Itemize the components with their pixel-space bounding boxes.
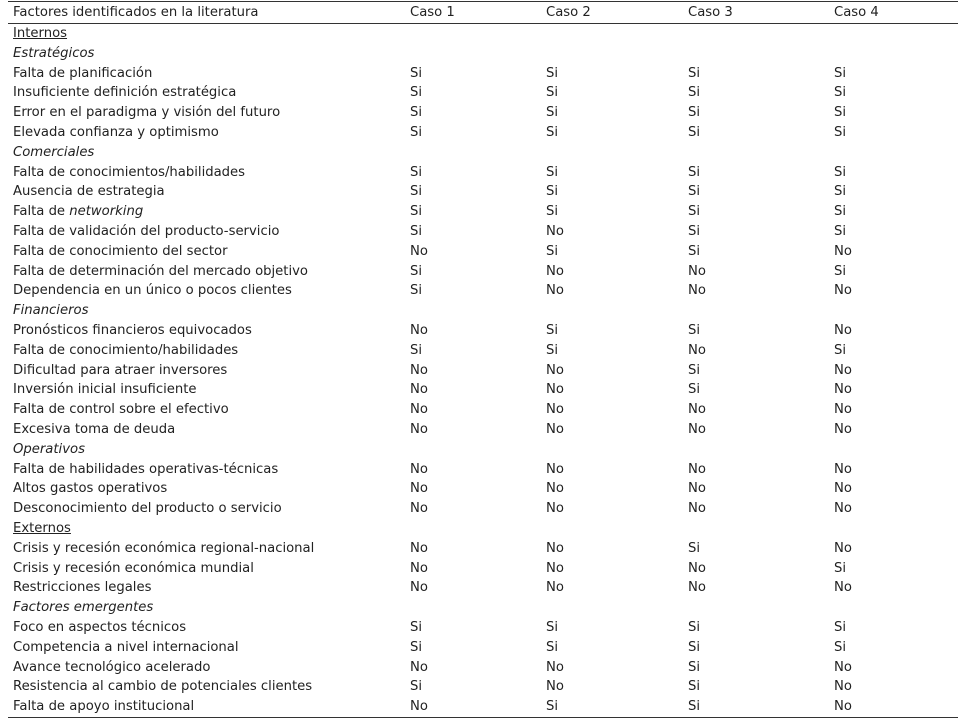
caso-3-cell: No	[688, 402, 706, 418]
caso-4-cell: Si	[834, 164, 847, 180]
factor-label: Dependencia en un único o pocos clientes	[13, 283, 292, 299]
table-row	[8, 163, 958, 183]
caso-3-cell: Si	[688, 223, 701, 239]
caso-1-cell: Si	[410, 342, 423, 358]
caso-4-cell: No	[834, 540, 852, 556]
factor-cell	[8, 559, 405, 579]
header-caso-2: Caso 2	[546, 5, 591, 20]
factor-label: Falta de conocimientos/habilidades	[13, 164, 246, 180]
caso-2-cell: Si	[546, 164, 559, 180]
caso-4-cell: Si	[834, 560, 847, 576]
caso-3-cell: No	[688, 461, 706, 477]
factor-cell	[8, 103, 405, 123]
factor-label: Elevada confianza y optimismo	[13, 124, 219, 140]
caso-1-cell: No	[410, 580, 428, 596]
factor-cell	[8, 361, 405, 381]
caso-4-cell: No	[834, 580, 852, 596]
header-caso-1: Caso 1	[410, 5, 455, 20]
caso-1-cell: Si	[410, 184, 423, 200]
factor-label-italic: networking	[69, 204, 144, 220]
caso-4-cell: No	[834, 402, 852, 418]
factor-label: Altos gastos operativos	[13, 481, 168, 497]
factors-table-container	[8, 1, 958, 718]
caso-2-cell: No	[546, 362, 564, 378]
table-row	[8, 380, 958, 400]
factor-label: Falta de planificación	[13, 65, 153, 81]
caso-3-cell: Si	[688, 679, 701, 695]
caso-3-cell: No	[688, 283, 706, 299]
caso-2-cell: No	[546, 263, 564, 279]
factor-label: Excesiva toma de deuda	[13, 421, 176, 437]
caso-3-cell: Si	[688, 124, 701, 140]
caso-4-cell: No	[834, 679, 852, 695]
factor-cell	[8, 64, 405, 84]
caso-1-cell: No	[410, 540, 428, 556]
caso-4-cell: No	[834, 382, 852, 398]
caso-4-cell: Si	[834, 263, 847, 279]
section-heading: Externos	[13, 520, 71, 536]
caso-3-cell: Si	[688, 184, 701, 200]
header-caso-3: Caso 3	[688, 5, 733, 20]
factors-table	[8, 1, 958, 718]
caso-3-cell: Si	[688, 105, 701, 121]
caso-4-cell: Si	[834, 639, 847, 655]
caso-3-cell: No	[688, 263, 706, 279]
caso-2-cell: No	[546, 501, 564, 517]
caso-4-cell: No	[834, 501, 852, 517]
caso-2-cell: No	[546, 382, 564, 398]
caso-3-cell: No	[688, 421, 706, 437]
caso-4-cell: Si	[834, 223, 847, 239]
caso-4-cell: Si	[834, 85, 847, 101]
caso-2-cell: Si	[546, 243, 559, 259]
caso-3-cell: Si	[688, 659, 701, 675]
caso-3-cell: Si	[688, 699, 701, 715]
table-row	[8, 83, 958, 103]
group-heading: Financieros	[13, 303, 89, 319]
factor-label: Falta de habilidades operativas-técnicas	[13, 461, 279, 477]
table-body	[8, 24, 958, 718]
table-row	[8, 242, 958, 262]
caso-4-cell: Si	[834, 204, 847, 220]
factor-cell	[8, 479, 405, 499]
caso-2-cell: No	[546, 560, 564, 576]
caso-1-cell: Si	[410, 679, 423, 695]
factor-cell	[8, 281, 405, 301]
caso-1-cell: Si	[410, 283, 423, 299]
factor-cell	[8, 321, 405, 341]
factor-label: Competencia a nivel internacional	[13, 639, 239, 655]
caso-1-cell: Si	[410, 223, 423, 239]
factor-cell	[8, 677, 405, 697]
factor-label: Desconocimiento del producto o servicio	[13, 501, 282, 517]
caso-2-cell: No	[546, 540, 564, 556]
caso-3-cell: No	[688, 481, 706, 497]
caso-3-cell: Si	[688, 204, 701, 220]
factor-cell	[8, 242, 405, 262]
caso-3-cell: Si	[688, 619, 701, 635]
caso-3-cell: No	[688, 560, 706, 576]
factor-label: Falta de validación del producto-servicio	[13, 223, 280, 239]
table-row	[8, 262, 958, 282]
caso-3-cell: Si	[688, 540, 701, 556]
table-row	[8, 618, 958, 638]
factor-label: Pronósticos financieros equivocados	[13, 322, 252, 338]
caso-3-cell: No	[688, 342, 706, 358]
caso-2-cell: No	[546, 223, 564, 239]
factor-label: Falta de apoyo institucional	[13, 699, 195, 715]
factor-cell	[8, 83, 405, 103]
caso-2-cell: Si	[546, 204, 559, 220]
caso-1-cell: No	[410, 560, 428, 576]
factor-label: Resistencia al cambio de potenciales clientes	[13, 679, 313, 695]
caso-2-cell: Si	[546, 342, 559, 358]
section-heading-row	[8, 24, 958, 44]
caso-1-cell: No	[410, 481, 428, 497]
caso-1-cell: No	[410, 402, 428, 418]
header-factors: Factores identificados en la literatura	[13, 5, 259, 20]
factor-cell	[8, 697, 405, 717]
group-heading-row	[8, 44, 958, 64]
table-row	[8, 281, 958, 301]
caso-1-cell: No	[410, 382, 428, 398]
factor-cell	[8, 420, 405, 440]
factor-label: Dificultad para atraer inversores	[13, 362, 228, 378]
group-heading: Comerciales	[13, 144, 95, 160]
table-row	[8, 658, 958, 678]
factor-label: Error en el paradigma y visión del futuro	[13, 105, 281, 121]
table-header	[8, 2, 958, 24]
section-heading: Internos	[13, 26, 68, 41]
caso-2-cell: Si	[546, 105, 559, 121]
caso-1-cell: Si	[410, 263, 423, 279]
caso-1-cell: No	[410, 461, 428, 477]
table-row	[8, 123, 958, 143]
table-row	[8, 202, 958, 222]
table-row	[8, 341, 958, 361]
caso-4-cell: Si	[834, 105, 847, 121]
caso-1-cell: Si	[410, 85, 423, 101]
factor-label: Foco en aspectos técnicos	[13, 619, 187, 635]
header-caso-4: Caso 4	[834, 5, 879, 20]
caso-2-cell: Si	[546, 124, 559, 140]
factor-cell	[8, 341, 405, 361]
caso-1-cell: Si	[410, 105, 423, 121]
caso-1-cell: No	[410, 362, 428, 378]
caso-1-cell: Si	[410, 619, 423, 635]
header-row	[8, 2, 958, 24]
caso-1-cell: No	[410, 699, 428, 715]
caso-1-cell: Si	[410, 65, 423, 81]
group-heading-row	[8, 440, 958, 460]
factor-label: Falta de	[13, 204, 70, 220]
group-heading-row	[8, 301, 958, 321]
table-row	[8, 361, 958, 381]
factor-label: Crisis y recesión económica regional-nacional	[13, 540, 315, 556]
caso-4-cell: Si	[834, 619, 847, 635]
table-row	[8, 697, 958, 717]
table-row	[8, 638, 958, 658]
caso-2-cell: No	[546, 580, 564, 596]
factor-label: Insuficiente definición estratégica	[13, 85, 237, 101]
caso-4-cell: No	[834, 362, 852, 378]
caso-2-cell: No	[546, 421, 564, 437]
factor-label: Falta de control sobre el efectivo	[13, 402, 229, 418]
factor-label: Crisis y recesión económica mundial	[13, 560, 254, 576]
caso-4-cell: No	[834, 659, 852, 675]
caso-2-cell: Si	[546, 699, 559, 715]
factor-cell	[8, 539, 405, 559]
factor-label: Falta de conocimiento del sector	[13, 243, 228, 259]
factor-cell	[8, 638, 405, 658]
table-row	[8, 499, 958, 519]
table-row	[8, 64, 958, 84]
caso-1-cell: No	[410, 421, 428, 437]
caso-2-cell: Si	[546, 639, 559, 655]
caso-3-cell: Si	[688, 639, 701, 655]
caso-4-cell: No	[834, 461, 852, 477]
caso-3-cell: No	[688, 580, 706, 596]
caso-1-cell: No	[410, 659, 428, 675]
caso-1-cell: Si	[410, 204, 423, 220]
group-heading: Factores emergentes	[13, 600, 154, 616]
caso-2-cell: No	[546, 659, 564, 675]
caso-3-cell: Si	[688, 85, 701, 101]
factor-cell	[8, 163, 405, 183]
table-row	[8, 677, 958, 697]
caso-2-cell: Si	[546, 85, 559, 101]
caso-1-cell: No	[410, 243, 428, 259]
factor-cell	[8, 222, 405, 242]
section-heading-row	[8, 519, 958, 539]
caso-3-cell: Si	[688, 65, 701, 81]
table-row	[8, 578, 958, 598]
factor-cell	[8, 460, 405, 480]
group-heading: Estratégicos	[13, 45, 95, 61]
caso-3-cell: Si	[688, 322, 701, 338]
caso-3-cell: Si	[688, 243, 701, 259]
caso-4-cell: No	[834, 322, 852, 338]
table-row	[8, 539, 958, 559]
group-heading-row	[8, 143, 958, 163]
factor-label: Falta de determinación del mercado objetivo	[13, 263, 308, 279]
caso-4-cell: No	[834, 699, 852, 715]
table-row	[8, 420, 958, 440]
caso-2-cell: No	[546, 679, 564, 695]
caso-2-cell: No	[546, 402, 564, 418]
caso-4-cell: Si	[834, 184, 847, 200]
caso-4-cell: Si	[834, 65, 847, 81]
factor-label: Inversión inicial insuficiente	[13, 382, 197, 398]
factor-label: Restricciones legales	[13, 580, 152, 596]
factor-label: Avance tecnológico acelerado	[13, 659, 211, 675]
factor-cell	[8, 182, 405, 202]
caso-3-cell: Si	[688, 164, 701, 180]
caso-2-cell: No	[546, 461, 564, 477]
caso-4-cell: Si	[834, 124, 847, 140]
caso-2-cell: No	[546, 481, 564, 497]
group-heading-row	[8, 598, 958, 618]
table-row	[8, 321, 958, 341]
table-row	[8, 479, 958, 499]
caso-2-cell: Si	[546, 65, 559, 81]
caso-4-cell: No	[834, 421, 852, 437]
caso-4-cell: No	[834, 283, 852, 299]
factor-cell	[8, 618, 405, 638]
factor-cell	[8, 658, 405, 678]
caso-1-cell: Si	[410, 124, 423, 140]
factor-label: Ausencia de estrategia	[13, 184, 165, 200]
group-heading: Operativos	[13, 441, 85, 457]
table-row	[8, 222, 958, 242]
caso-2-cell: Si	[546, 322, 559, 338]
table-row	[8, 460, 958, 480]
caso-4-cell: No	[834, 481, 852, 497]
caso-1-cell: Si	[410, 164, 423, 180]
caso-3-cell: Si	[688, 382, 701, 398]
caso-2-cell: Si	[546, 619, 559, 635]
factor-cell	[8, 202, 405, 222]
factor-cell	[8, 400, 405, 420]
table-row	[8, 103, 958, 123]
factor-cell	[8, 380, 405, 400]
caso-1-cell: Si	[410, 639, 423, 655]
caso-4-cell: No	[834, 243, 852, 259]
caso-2-cell: No	[546, 283, 564, 299]
table-row	[8, 559, 958, 579]
caso-2-cell: Si	[546, 184, 559, 200]
factor-cell	[8, 578, 405, 598]
factor-cell	[8, 499, 405, 519]
caso-1-cell: No	[410, 322, 428, 338]
factor-cell	[8, 123, 405, 143]
factor-label: Falta de conocimiento/habilidades	[13, 342, 239, 358]
factor-cell	[8, 262, 405, 282]
caso-3-cell: Si	[688, 362, 701, 378]
caso-3-cell: No	[688, 501, 706, 517]
caso-4-cell: Si	[834, 342, 847, 358]
table-row	[8, 182, 958, 202]
table-row	[8, 400, 958, 420]
caso-1-cell: No	[410, 501, 428, 517]
